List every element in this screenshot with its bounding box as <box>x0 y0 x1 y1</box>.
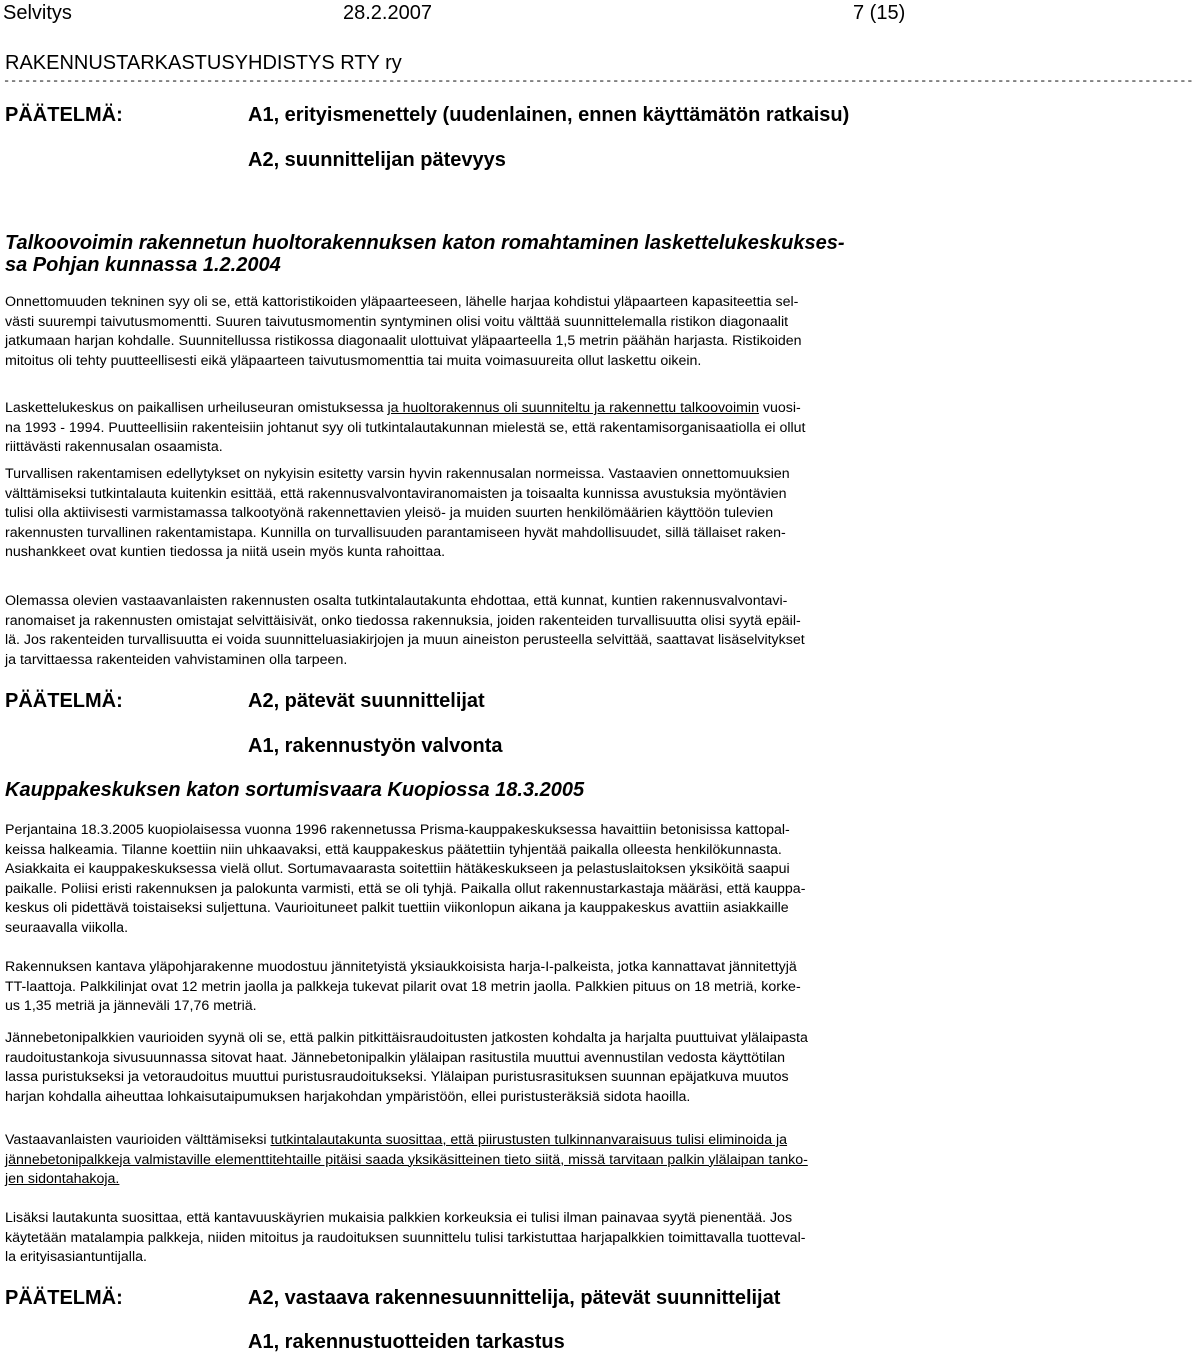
paragraph-line: Jännebetonipalkkien vaurioiden syynä oli se, että palkin pitkittäisraudoitusten jatkosten kohdalta ja harjalta puuttuivat ylälaipasta <box>5 1030 808 1046</box>
conclusion-item: A1, rakennustyön valvonta <box>248 735 503 757</box>
text-run: Vastaavanlaisten vaurioiden välttämiseksi <box>5 1132 271 1148</box>
paragraph-line: nushankkeet ovat kuntien tiedossa ja niitä usein myös kunta rahoittaa. <box>5 544 446 560</box>
paragraph <box>5 1131 955 1190</box>
conclusion-item: A1, rakennustuotteiden tarkastus <box>248 1331 565 1353</box>
paragraph-line <box>5 1131 955 1151</box>
paragraph-line: ja tarvittaessa rakenteiden vahvistaminen olla tarpeen. <box>5 651 348 668</box>
underlined-text: tutkintalautakunta suosittaa, että piirustusten tulkinnanvaraisuus tulisi eliminoida ja <box>270 1132 788 1148</box>
paragraph-line: käytetään matalampia palkkeja, niiden mitoitus ja raudoituksen suunnittelu tulisi tarkistuttaa harjapalkkien toimittavalla tuotteval- <box>5 1229 806 1246</box>
paragraph-line: la erityisasiantuntijalla. <box>5 1249 147 1265</box>
paragraph-line: us 1,35 metriä ja jänneväli 17,76 metriä. <box>5 998 257 1014</box>
paragraph-line: keissa halkeamia. Tilanne koettiin niin uhkaavaksi, että kauppakeskus päätettiin tyhjentää paikalla olleesta henkilökunnasta. <box>5 841 782 858</box>
paragraph-line: harjan kohdalla aiheuttaa lohkaisutaipumuksen harjakohdan ympäristöön, ellei puristusteräksiä sidota haoilla. <box>5 1088 691 1105</box>
paragraph-line: raudoitustankoja sivusuunnassa sitovat haat. Jännebetonipalkin ylälaipan rasitustila muuttui avennustilan vedosta käyttötilan <box>5 1049 786 1066</box>
underlined-text: ja huoltorakennus oli suunniteltu ja rakennettu talkoovoimin <box>387 400 759 416</box>
document-type: Selvitys <box>3 2 72 24</box>
section-title-line: Talkoovoimin rakennetun huoltorakennuksen katon romahtaminen laskettelukeskukses- <box>5 232 845 254</box>
section-title: Kauppakeskuksen katon sortumisvaara Kuopiossa 18.3.2005 <box>5 779 585 801</box>
paragraph-line: lassa puristukseksi ja vetoraudoitus muuttui puristusraudoitukseksi. Ylälaipan puristusrasituksen suunnan epäjatkuva muutos <box>5 1069 789 1085</box>
underlined-text: jännebetonipalkkeja valmistaville elementtitehtaille pitäisi saada yksikäsitteinen tieto siitä, missä tarvitaan palkin ylälaipan tanko- <box>5 1151 808 1168</box>
paragraph-line <box>5 1170 955 1190</box>
paragraph-line: tulisi olla aktiivisesti varmistamassa talkootyönä rakennettavien yleisö- ja muiden suurten henkilömäärien käyttöön tulevien <box>5 505 774 521</box>
paragraph <box>5 958 955 1017</box>
paragraph-line: keskus oli pidettävä toistaiseksi suljettuna. Vaurioituneet palkit tuettiin viikonlopun aikana ja kauppakeskus avattiin asiakkaille <box>5 900 789 916</box>
conclusion-label: PÄÄTELMÄ: <box>5 104 123 126</box>
paragraph-line: ranomaiset ja rakennusten omistajat selvittäisivät, onko tiedossa rakennuksia, joiden rakenteiden turvallisuutta olisi syytä epäil- <box>5 612 801 629</box>
text-run: vuosi- <box>758 400 801 416</box>
page-number: 7 (15) <box>853 2 906 24</box>
paragraph <box>5 1209 955 1268</box>
section-title-line: sa Pohjan kunnassa 1.2.2004 <box>5 254 281 276</box>
conclusion-item: A2, vastaava rakennesuunnittelija, pätevät suunnittelijat <box>248 1287 781 1309</box>
conclusion-item: A1, erityismenettely (uudenlainen, ennen käyttämätön ratkaisu) <box>248 104 850 126</box>
paragraph-line: TT-laattoja. Palkkilinjat ovat 12 metrin jaolla ja palkkeja tukevat pilarit ovat 18 metrin jaolla. Palkkien pituus on 18 metriä, korke- <box>5 978 801 995</box>
paragraph-line: na 1993 - 1994. Puutteellisiin rakenteisiin johtanut syy oli tutkintalautakunnan mielestä se, että rakentamisorganisaatiolla ei ollut <box>5 419 806 436</box>
paragraph <box>5 293 955 371</box>
paragraph-line: Rakennuksen kantava yläpohjarakenne muodostuu jännitetyistä yksiaukkoisista harja-I-palkeista, jotka kannattavat jännitettyjä <box>5 959 797 975</box>
paragraph-line: seuraavalla viikolla. <box>5 919 129 936</box>
paragraph-line: rakennusten turvallinen rakentamistapa. Kunnilla on turvallisuuden parantamiseen hyvät mahdollisuudet, sillä tällaiset raken- <box>5 524 786 541</box>
paragraph <box>5 821 955 938</box>
conclusion-label: PÄÄTELMÄ: <box>5 1287 123 1309</box>
paragraph-line: Lisäksi lautakunta suosittaa, että kantavuuskäyrien mukaisia palkkien korkeuksia ei tulisi ilman painavaa syytä pienentää. Jos <box>5 1210 793 1226</box>
paragraph-line: välttämiseksi tutkintalauta kuitenkin esittää, että rakennusvalvontaviranomaisten ja toisaalta kunnissa avustuksia myöntävien <box>5 485 787 502</box>
conclusion-item: A2, suunnittelijan pätevyys <box>248 149 506 171</box>
paragraph-line: Turvallisen rakentamisen edellytykset on nykyisin esitetty varsin hyvin rakennusalan normeissa. Vastaavien onnettomuuksien <box>5 466 790 482</box>
paragraph <box>5 592 955 670</box>
paragraph-line: Perjantaina 18.3.2005 kuopiolaisessa vuonna 1996 rakennetussa Prisma-kauppakeskuksessa havaittiin betonisissa kattopal- <box>5 822 790 838</box>
paragraph-line: paikalle. Poliisi eristi rakennuksen ja palokunta varmisti, että se oli tyhjä. Paikalla ollut rakennustarkastaja määräsi, että kauppa- <box>5 880 806 897</box>
document-date: 28.2.2007 <box>343 2 432 24</box>
paragraph-line: riittävästi rakennusalan osaamista. <box>5 439 223 455</box>
conclusion-item: A2, pätevät suunnittelijat <box>248 690 485 712</box>
paragraph-line: jatkumaan harjan kohdalle. Suunnitellussa ristikossa diagonaalit ulottuivat yläpaarteella 1,5 metrin päähän harjasta. Ristikoiden <box>5 333 802 349</box>
conclusion-label: PÄÄTELMÄ: <box>5 690 123 712</box>
section-title <box>5 232 845 276</box>
text-run: Laskettelukeskus on paikallisen urheiluseuran omistuksessa <box>5 400 388 416</box>
paragraph <box>5 1029 955 1107</box>
underlined-text: jen sidontahakoja. <box>5 1171 120 1187</box>
paragraph-line: mitoitus oli tehty puutteellisesti eikä yläpaarteen taivutusmomenttia tai muita voimasuureita ollut laskettu oikein. <box>5 352 702 369</box>
organization-name: RAKENNUSTARKASTUSYHDISTYS RTY ry <box>5 52 402 74</box>
paragraph-line: lä. Jos rakenteiden turvallisuutta ei voida suunnitteluasiakirjojen ja muun aineiston perusteella selvittää, saattavat lisäselvitykset <box>5 632 805 648</box>
paragraph-line <box>5 399 955 419</box>
paragraph-line: Asiakkaita ei kauppakeskuksessa vielä ollut. Sortumavaarasta soitettiin hätäkeskukseen ja pelastuslaitoksen yksiköitä saapui <box>5 861 790 877</box>
paragraph-line: Olemassa olevien vastaavanlaisten rakennusten osalta tutkintalautakunta ehdottaa, että kunnat, kuntien rakennusvalvontavi- <box>5 593 788 609</box>
paragraph-line: västi suurempi taivutusmomentti. Suuren taivutusmomentin syntyminen olisi voitu välttää suunnittelemalla ristikon diagonaalit <box>5 313 789 330</box>
paragraph <box>5 465 955 563</box>
header-rule: -------------------------------------------------------------------------------------------------------------------------------------------------------------------------- <box>3 74 1193 88</box>
paragraph <box>5 399 955 458</box>
paragraph-line <box>5 1151 955 1171</box>
paragraph-line: Onnettomuuden tekninen syy oli se, että kattoristikoiden yläpaarteeseen, lähelle harjaa kohdistui yläpaarteen kapasiteettia sel- <box>5 294 799 310</box>
